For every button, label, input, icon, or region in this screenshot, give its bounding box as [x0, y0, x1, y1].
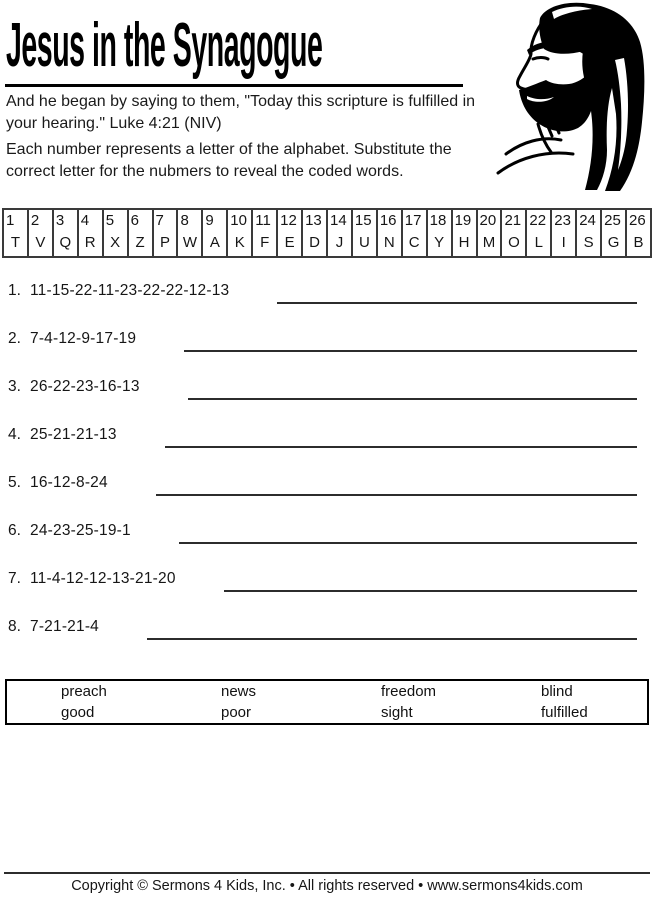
answer-blank[interactable]: [147, 624, 637, 640]
cipher-cell: [303, 210, 328, 256]
puzzle-row: [8, 424, 637, 444]
cipher-cell: [602, 210, 627, 256]
cipher-cell: [552, 210, 577, 256]
cipher-letter: Z: [135, 234, 145, 251]
cipher-letter: B: [633, 234, 644, 251]
word-bank-word: sight: [381, 703, 413, 721]
cipher-number: 1: [6, 212, 15, 229]
cipher-number: 18: [429, 212, 447, 229]
cipher-letter: H: [458, 234, 470, 251]
puzzle-row: [8, 616, 637, 636]
puzzle-list: [8, 280, 637, 664]
cipher-letter: N: [383, 234, 395, 251]
cipher-cell: [253, 210, 278, 256]
cipher-letter: M: [482, 234, 496, 251]
cipher-number: 9: [205, 212, 214, 229]
cipher-letter: V: [35, 234, 46, 251]
puzzle-code: 16-12-8-24: [30, 474, 108, 491]
footer-copyright: Copyright © Sermons 4 Kids, Inc. • All rights reserved • www.sermons4kids.com: [71, 878, 583, 894]
cipher-cell: [577, 210, 602, 256]
cipher-cell: [353, 210, 378, 256]
puzzle-number: 5.: [8, 474, 21, 491]
cipher-letter: F: [260, 234, 270, 251]
cipher-number: 3: [55, 212, 65, 229]
cipher-number: 20: [479, 212, 497, 229]
cipher-cell: [129, 210, 154, 256]
cipher-cell: [527, 210, 552, 256]
cipher-cell: [178, 210, 203, 256]
cipher-letter: I: [561, 234, 566, 251]
puzzle-number: 1.: [8, 282, 21, 299]
cipher-cell: [453, 210, 478, 256]
puzzle-row: [8, 568, 637, 588]
title-divider: [5, 84, 463, 87]
cipher-number: 17: [404, 212, 422, 229]
cipher-number: 10: [230, 212, 247, 229]
cipher-cell: [29, 210, 54, 256]
cipher-number: 6: [130, 212, 139, 229]
cipher-number: 22: [529, 212, 547, 229]
word-bank-word: good: [61, 703, 95, 721]
cipher-cell: [328, 210, 353, 256]
puzzle-code: 11-4-12-12-13-21-20: [30, 570, 176, 587]
instructions-text: Each number represents a letter of the alphabet. Substitute the correct letter for the nubmers to reveal the coded words.: [6, 141, 452, 180]
puzzle-row: [8, 520, 637, 540]
word-bank-word: preach: [61, 682, 107, 700]
puzzle-row: [8, 280, 637, 300]
cipher-number: 8: [180, 212, 189, 229]
cipher-letter: R: [84, 234, 96, 251]
word-bank-word: blind: [541, 682, 573, 700]
cipher-letter: X: [110, 234, 121, 251]
cipher-number: 4: [80, 212, 90, 229]
puzzle-row: [8, 328, 637, 348]
cipher-cell: [154, 210, 179, 256]
cipher-letter: A: [209, 234, 220, 251]
cipher-cell: [4, 210, 29, 256]
cipher-letter: O: [508, 234, 520, 251]
cipher-cell: [54, 210, 79, 256]
word-bank-word: news: [221, 682, 257, 700]
puzzle-code: 26-22-23-16-13: [30, 378, 140, 395]
cipher-cell: [403, 210, 428, 256]
puzzle-number: 7.: [8, 570, 21, 587]
puzzle-row: [8, 376, 637, 396]
puzzle-code: 7-4-12-9-17-19: [30, 330, 137, 347]
cipher-number: 14: [329, 212, 347, 229]
answer-blank[interactable]: [184, 336, 637, 352]
cipher-cell: [478, 210, 503, 256]
puzzle-code: 24-23-25-19-1: [30, 522, 131, 539]
cipher-number: 19: [454, 212, 472, 229]
cipher-number: 13: [305, 212, 322, 229]
cipher-cell: [104, 210, 129, 256]
answer-blank[interactable]: [188, 384, 637, 400]
puzzle-code: 11-15-22-11-23-22-22-12-13: [30, 282, 230, 299]
cipher-number: 25: [604, 212, 621, 229]
cipher-letter: D: [309, 234, 320, 251]
cipher-letter: P: [159, 234, 170, 251]
cipher-key-table: [2, 208, 652, 258]
puzzle-code: 25-21-21-13: [30, 426, 117, 443]
answer-blank[interactable]: [156, 480, 637, 496]
cipher-letter: K: [234, 234, 245, 251]
cipher-number: 26: [629, 212, 646, 229]
cipher-cell: [79, 210, 104, 256]
cipher-letter: G: [607, 234, 620, 251]
footer-divider: [4, 872, 650, 874]
puzzle-row: [8, 472, 637, 492]
cipher-cell: [627, 210, 652, 256]
verse-text: And he began by saying to them, "Today this scripture is fulfilled in your hearing." Luke 4:21 (NIV): [6, 93, 476, 132]
cipher-number: 24: [579, 212, 596, 229]
cipher-number: 2: [30, 212, 40, 229]
puzzle-number: 4.: [8, 426, 21, 443]
cipher-number: 23: [554, 212, 571, 229]
page-title: Jesus in the Synagogue: [6, 11, 323, 80]
cipher-cell: [228, 210, 253, 256]
word-bank-word: fulfilled: [541, 703, 588, 721]
cipher-letter: Y: [434, 234, 445, 251]
cipher-letter: J: [335, 234, 344, 251]
cipher-letter: S: [583, 234, 594, 251]
answer-blank[interactable]: [165, 432, 637, 448]
word-bank: [5, 679, 649, 725]
cipher-letter: E: [284, 234, 295, 251]
cipher-letter: T: [10, 234, 21, 251]
jesus-illustration: [494, 2, 654, 192]
answer-blank[interactable]: [179, 528, 637, 544]
word-bank-word: poor: [221, 703, 252, 721]
cipher-letter: U: [358, 234, 370, 251]
cipher-number: 11: [255, 212, 271, 229]
cipher-cell: [378, 210, 403, 256]
cipher-number: 5: [105, 212, 115, 229]
cipher-number: 15: [354, 212, 372, 229]
cipher-cell: [428, 210, 453, 256]
cipher-number: 21: [504, 212, 522, 229]
answer-blank[interactable]: [277, 288, 637, 304]
puzzle-number: 2.: [8, 330, 21, 347]
cipher-cell: [502, 210, 527, 256]
puzzle-number: 3.: [8, 378, 21, 395]
cipher-number: 7: [155, 212, 164, 229]
cipher-letter: L: [534, 234, 543, 251]
cipher-letter: W: [182, 234, 197, 251]
cipher-letter: Q: [59, 234, 72, 251]
cipher-cell: [278, 210, 303, 256]
answer-blank[interactable]: [224, 576, 637, 592]
puzzle-code: 7-21-21-4: [30, 618, 100, 635]
puzzle-number: 8.: [8, 618, 21, 635]
word-bank-word: freedom: [381, 682, 437, 700]
cipher-cell: [203, 210, 228, 256]
cipher-number: 16: [379, 212, 397, 229]
cipher-number: 12: [280, 212, 297, 229]
cipher-letter: C: [408, 234, 420, 251]
puzzle-number: 6.: [8, 522, 21, 539]
